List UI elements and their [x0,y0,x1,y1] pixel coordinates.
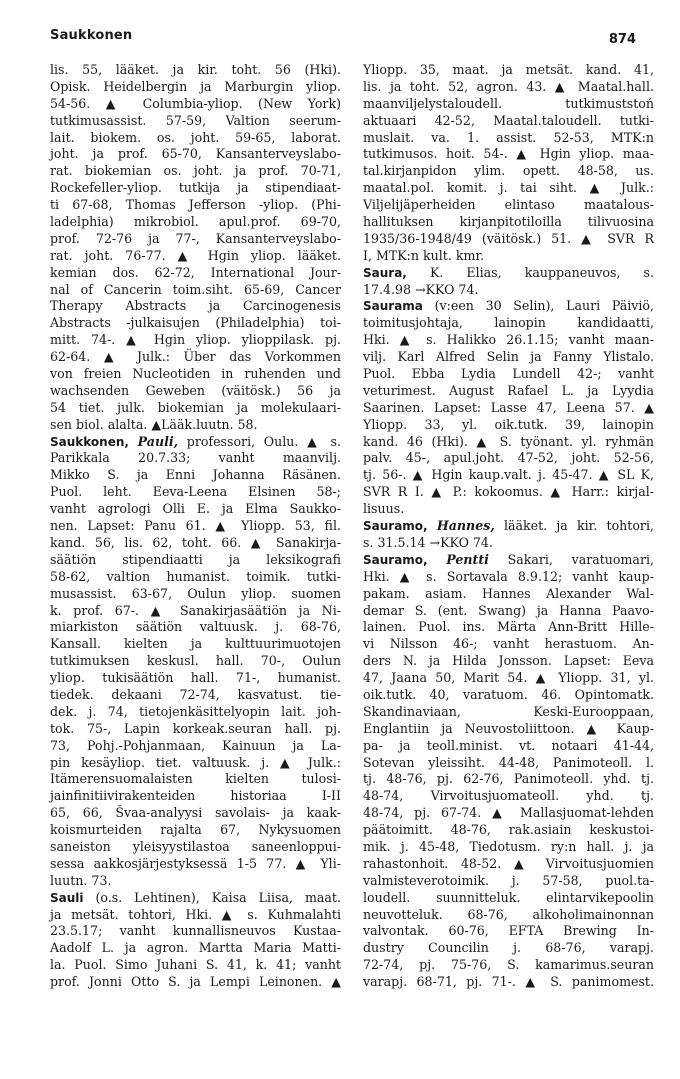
line-text: 54-56. ▲ Columbia-yliop. (New York) [50,95,341,111]
text-line [50,940,341,957]
text-line [363,79,654,96]
line-text: koismurteiden rajalta 67, Nykysuomen [50,822,341,838]
line-text: tj. 56-. ▲ Hgin kaup.valt. j. 45-47. ▲ SL K, [363,467,654,483]
text-line [363,130,654,147]
line-text: Yliopp. 35, maat. ja metsät. kand. 41, [363,62,654,77]
text-line [50,450,341,467]
line-text: tj. 48-76, pj. 62-76, Panimoteoll. yhd. tj. [363,771,654,787]
text-line [50,113,341,130]
line-text: neuvotteluk. 68-76, alkoholimainonnan [363,906,654,922]
text-line [363,957,654,974]
line-text: Parikkala 20.7.33; vanht maanvilj. [50,450,341,466]
line-text: 47, Jaana 50, Marit 54. ▲ Yliopp. 31, yl. [363,670,654,686]
line-text: s. 31.5.14 →KKO 74. [363,534,493,550]
line-text: 58-62, valtion humanist. toimik. tutki- [50,568,341,584]
text-line [363,96,654,113]
text-line [50,501,341,518]
line-text: kand. 46 (Hki). ▲ S. työnant. yl. ryhmän [363,433,654,449]
line-text: kemian dos. 62-72, International Jour- [50,264,341,280]
text-line [363,434,654,451]
line-text: (v:een 30 Selin), Lauri Päiviö, [434,298,654,314]
text-line [50,400,341,417]
line-text: 48-74, pj. 67-74. ▲ Mallasjuomat-lehden [363,805,654,821]
line-text: mitt. 74-. ▲ Hgin yliop. ylioppilask. pj. [50,332,341,348]
line-text: demar S. (ent. Swang) ja Hanna Paavo- [363,602,654,618]
text-line [363,383,654,400]
page-number: 874 [608,32,636,47]
line-text: wachsenden Geweben (väitösk.) 56 ja [50,382,341,398]
line-text: hallituksen kirjanpitotiloilla tilivuosina [363,214,654,230]
text-line [50,518,341,535]
text-line [363,586,654,603]
line-text: ders N. ja Hilda Jonsson. Lapset: Eeva [363,653,654,669]
line-text: vi Nilsson 46-; vanht herastuom. An- [363,636,654,652]
text-line [363,366,654,383]
text-line [363,400,654,417]
line-text: tiedek. dekaani 72-74, kasvatust. tie- [50,686,341,702]
line-text: vanht agrologi Olli E. ja Elma Saukko- [50,501,341,517]
line-text: lis. 55, lääket. ja kir. toht. 56 (Hki). [50,62,341,77]
text-line [363,721,654,738]
line-text: prof. 72-76 ja 77-, Kansanterveyslabo- [50,230,341,246]
line-text: lisuus. [363,501,405,517]
text-line [50,349,341,366]
text-line [50,805,341,822]
text-line [50,907,341,924]
text-line [363,180,654,197]
line-text: sessa aakkosjärjestyksessä 1-5 77. ▲ Yli- [50,855,341,871]
line-text: oik.tutk. 40, varatuom. 46. Opintomatk. [363,686,654,702]
text-line [50,569,341,586]
text-line [50,248,341,265]
text-line [363,146,654,163]
text-line [50,467,341,484]
entry-headword: Saurama [363,299,423,314]
text-line [50,603,341,620]
line-text: von freien Nucleotiden in ruhenden und [50,366,341,382]
line-text: (o.s. Lehtinen), Kaisa Liisa, maat. [95,889,341,905]
text-line [50,957,341,974]
line-text: muslait. va. 1. assist. 52-53, MTK:n [363,129,654,145]
line-text: tutkimusos. hoit. 54-. ▲ Hgin yliop. maa- [363,146,654,162]
text-line [50,974,341,991]
line-text: valmisteverotoimik. j. 57-58, puol.ta- [363,872,654,888]
text-line [363,467,654,484]
line-text: K. Elias, kauppaneuvos, s. [429,264,654,280]
line-text: Viljelijäperheiden elintaso maatalous- [363,197,654,213]
text-line [50,923,341,940]
text-line [50,332,341,349]
line-text: professori, Oulu. ▲ s. [186,433,341,449]
line-text: 54 tiet. julk. biokemian ja molekulaari- [50,399,341,415]
text-line [363,670,654,687]
text-line [50,619,341,636]
line-text: la. Puol. Simo Juhani S. 41, k. 41; vanht [50,957,341,973]
entry-call-name: Hannes, [436,518,495,534]
line-text: Yliopp. 33, yl. oik.tutk. 39, lainopin [363,416,654,432]
text-line [363,569,654,586]
right-column [363,62,654,991]
line-text: pa- ja teoll.minist. vt. notaari 41-44, [363,737,654,753]
line-text: palv. 45-, apul.joht. 47-52, joht. 52-56, [363,450,654,466]
text-line [50,873,341,890]
line-text: Saarinen. Lapset: Lasse 47, Leena 57. ▲ [363,399,654,415]
text-line [363,62,654,79]
line-text: maanviljelystaloudell. tutkimuststoń [363,95,654,111]
line-text: Aadolf L. ja agron. Martta Maria Matti- [50,940,341,956]
entry-headword: Sauramo, [363,552,428,567]
line-text: toimitusjohtaja, lainopin kandidaatti, [363,315,654,331]
text-line [50,755,341,772]
line-text: ti 67-68, Thomas Jefferson -yliop. (Phi- [50,197,341,213]
text-line [50,771,341,788]
line-text: Sotevan yleissiht. 44-48, Panimoteoll. l. [363,754,654,770]
line-text: dustry Councilin j. 68-76, varapj. [363,940,654,956]
text-line [50,484,341,501]
entry-start-line [363,265,654,282]
text-line [50,197,341,214]
text-line [50,822,341,839]
text-line [363,163,654,180]
running-head: Saukkonen [50,28,133,43]
line-text: loudell. suunnitteluk. elintarvikepoolin [363,889,654,905]
line-text: nal of Cancerin toim.siht. 65-69, Cancer [50,281,341,297]
line-text: Itämerensuomalaisten kielten tulosi- [50,771,341,787]
text-line [363,755,654,772]
text-line [363,738,654,755]
line-text: 1935/36-1948/49 (väitösk.) 51. ▲ SVR R [363,230,654,246]
line-text: 23.5.17; vanht kunnallisneuvos Kustaa- [50,923,341,939]
entry-headword: Saukkonen, [50,434,129,449]
line-text: Sakari, varatuomari, [507,551,654,567]
entry-headword: Sauramo, [363,519,428,534]
text-line [50,586,341,603]
text-line [50,535,341,552]
line-text: valvontak. 60-76, EFTA Brewing In- [363,923,654,939]
line-text: rahastonhoit. 48-52. ▲ Virvoitusjuomien [363,855,654,871]
line-text: k. prof. 67-. ▲ Sanakirjasäätiön ja Ni- [50,602,341,618]
line-text: Puol. Ebba Lydia Lundell 42-; vanht [363,366,654,382]
line-text: luutn. 73. [50,872,112,888]
line-text: sen biol. alalta. ▲Lääk.luutn. 58. [50,416,258,432]
entry-start-line [363,552,654,569]
line-text: prof. Jonni Otto S. ja Lempi Leinonen. ▲ [50,974,341,990]
line-text: ladelphia) mikrobiol. apul.prof. 69-70, [50,214,341,230]
text-line [50,214,341,231]
text-line [363,484,654,501]
text-line [50,738,341,755]
text-line [363,282,654,299]
line-text: Englantiin ja Neuvostoliittoon. ▲ Kaup- [363,720,654,736]
line-text: 17.4.98 →KKO 74. [363,281,479,297]
entry-start-line [50,890,341,907]
text-line [363,619,654,636]
entry-headword: Sauli [50,890,84,905]
line-text: 48-74, Virvoitusjuomateoll. yhd. tj. [363,788,654,804]
text-line [363,856,654,873]
text-line [363,890,654,907]
text-line [363,315,654,332]
line-text: päätoimitt. 48-76, rak.asiain keskustoi- [363,822,654,838]
line-text: saneiston yleisyystilastoa saneenloppui- [50,838,341,854]
text-line [50,687,341,704]
left-column [50,62,341,991]
text-line [50,704,341,721]
text-line [363,214,654,231]
line-text: mik. j. 45-48, Tiedotusm. ry:n hall. j. ja [363,838,654,854]
text-line [50,552,341,569]
line-text: rat. joht. 76-77. ▲ Hgin yliop. lääket. [50,247,341,263]
text-line [363,535,654,552]
text-line [50,146,341,163]
text-line [363,940,654,957]
line-text: Hki. ▲ s. Sortavala 8.9.12; vanht kaup- [363,568,654,584]
text-line [363,417,654,434]
text-line [363,231,654,248]
text-line [363,450,654,467]
line-text: joht. ja prof. 65-70, Kansanterveyslabo- [50,146,341,162]
text-line [50,79,341,96]
line-text: kand. 56, lis. 62, toht. 66. ▲ Sanakirja- [50,534,341,550]
text-line [50,721,341,738]
line-text: SVR R I. ▲ P.: kokoomus. ▲ Harr.: kirjal- [363,484,654,500]
text-line [363,197,654,214]
line-text: 65, 66, Švaa-analyysi savolais- ja kaak- [50,805,341,821]
text-line [363,907,654,924]
line-text: jainfinitiivirakenteiden historiaa I-II [50,788,341,804]
line-text: tal.kirjanpidon ylim. opett. 48-58, us. [363,163,654,179]
text-line [50,231,341,248]
line-text: pin kesäyliop. tiet. valtuusk. j. ▲ Julk.: [50,754,341,770]
text-line [50,670,341,687]
text-line [50,298,341,315]
line-text: dek. j. 74, tietojenkäsittelyopin lait. joh- [50,703,341,719]
line-text: Therapy Abstracts ja Carcinogenesis [50,298,341,314]
line-text: lääket. ja kir. tohtori, [503,518,654,534]
text-line [363,636,654,653]
text-line [363,501,654,518]
line-text: miarkiston säätiön valtuusk. j. 68-76, [50,619,341,635]
text-line [50,96,341,113]
text-line [363,771,654,788]
line-text: lait. biokem. os. joht. 59-65, laborat. [50,129,341,145]
line-text: lainen. Puol. ins. Märta Ann-Britt Hille- [363,619,654,635]
line-text: rat. biokemian os. joht. ja prof. 70-71, [50,163,341,179]
line-text: Kansall. kielten ja kulttuurimuotojen [50,636,341,652]
text-line [363,788,654,805]
text-line [50,856,341,873]
line-text: lis. ja toht. 52, agron. 43. ▲ Maatal.hall. [363,78,654,94]
line-text: Puol. leht. Eeva-Leena Elsinen 58-; [50,484,341,500]
text-line [50,366,341,383]
text-line [50,163,341,180]
line-text: ja metsät. tohtori, Hki. ▲ s. Kuhmalahti [50,906,341,922]
line-text: tutkimusassist. 57-59, Valtion seerum- [50,112,341,128]
text-line [50,265,341,282]
line-text: musassist. 63-67, Oulun yliop. suomen [50,585,341,601]
line-text: Mikko S. ja Enni Johanna Räsänen. [50,467,341,483]
line-text: maatal.pol. komit. j. tai siht. ▲ Julk.: [363,180,654,196]
line-text: 62-64. ▲ Julk.: Über das Vorkommen [50,349,341,365]
text-line [50,315,341,332]
line-text: aktuaari 42-52, Maatal.taloudell. tutki- [363,112,654,128]
line-text: varapj. 68-71, pj. 71-. ▲ S. panimomest. [363,974,654,990]
text-line [363,687,654,704]
entry-call-name: Pauli, [137,433,179,449]
page-header [50,28,636,48]
text-line [50,130,341,147]
line-text: tutkimuksen keskusl. hall. 70-, Oulun [50,653,341,669]
text-line [363,113,654,130]
line-text: tok. 75-, Lapin korkeak.seuran hall. pj. [50,720,341,736]
entry-start-line [363,298,654,315]
text-line [50,62,341,79]
text-line [50,788,341,805]
line-text: 72-74, pj. 75-76, S. kamarimus.seuran [363,957,654,973]
line-text: Skandinaviaan, Keski-Eurooppaan, [363,703,654,719]
line-text: Opisk. Heidelbergin ja Marburgin yliop. [50,78,341,94]
text-line [363,248,654,265]
line-text: Abstracts -julkaisujen (Philadelphia) toi- [50,315,341,331]
line-text: Hki. ▲ s. Halikko 26.1.15; vanht maan- [363,332,654,348]
line-text: yliop. tukisäätiön hall. 71-, humanist. [50,670,341,686]
text-line [363,653,654,670]
text-line [50,417,341,434]
line-text: vilj. Karl Alfred Selin ja Fanny Ylistalo. [363,349,654,365]
text-line [363,805,654,822]
text-line [50,180,341,197]
entry-call-name: Pentti [446,551,489,567]
text-line [363,704,654,721]
text-line [363,349,654,366]
text-line [363,974,654,991]
text-line [50,383,341,400]
text-line [50,636,341,653]
text-line [50,653,341,670]
text-line [363,822,654,839]
line-text: 73, Pohj.-Pohjanmaan, Kainuun ja La- [50,737,341,753]
text-line [50,282,341,299]
line-text: veturimest. August Rafael L. ja Lyydia [363,382,654,398]
entry-start-line [363,518,654,535]
text-line [363,603,654,620]
entry-headword: Saura, [363,265,407,280]
text-line [363,332,654,349]
text-line [363,839,654,856]
line-text: nen. Lapset: Panu 61. ▲ Yliopp. 53, fil. [50,518,341,534]
line-text: I, MTK:n kult. kmr. [363,247,485,263]
entry-start-line [50,434,341,451]
text-line [50,839,341,856]
line-text: säätiön stipendiaatti ja leksikografi [50,551,341,567]
line-text: Rockefeller-yliop. tutkija ja stipendiaat- [50,180,341,196]
line-text: pakam. asiam. Hannes Alexander Wal- [363,585,654,601]
text-line [363,873,654,890]
text-line [363,923,654,940]
